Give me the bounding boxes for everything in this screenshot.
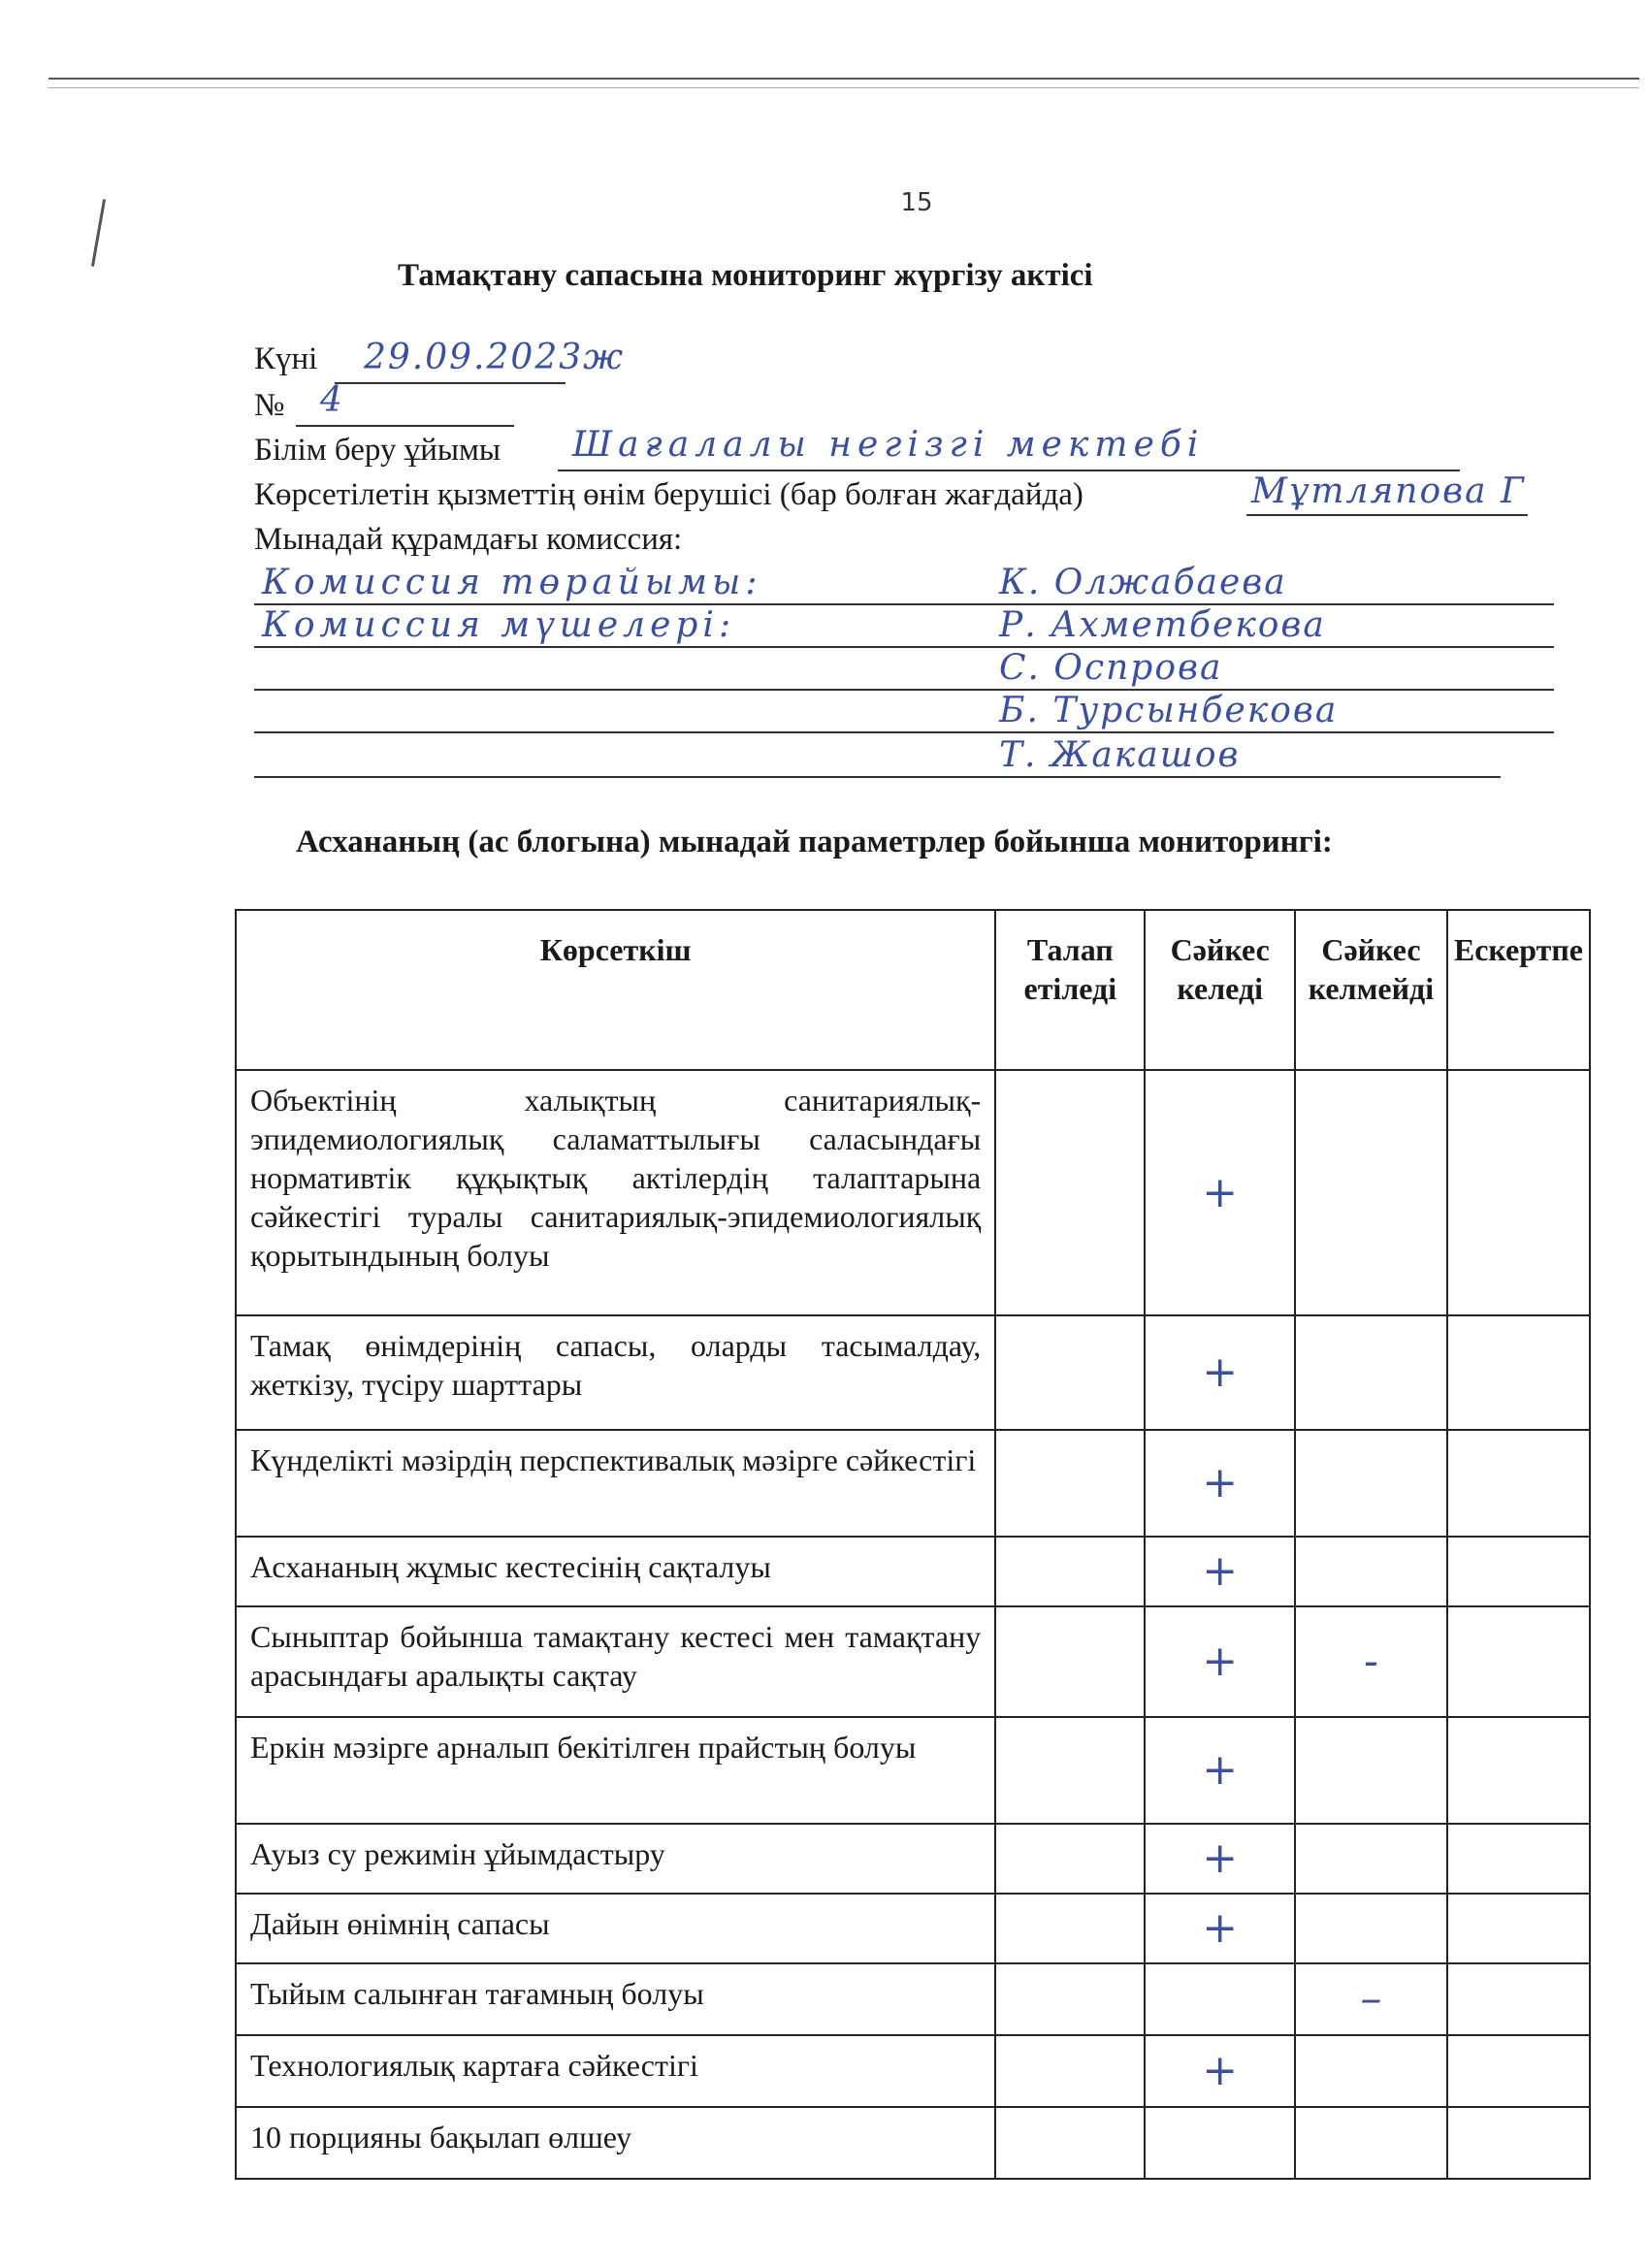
required-cell	[995, 1963, 1145, 2035]
monitoring-table	[235, 909, 1591, 2180]
provider-label: Көрсетілетін қызметтің өнім берушісі (бар болған жағдайда)	[254, 477, 1083, 512]
required-cell	[995, 1070, 1145, 1315]
required-cell	[995, 1894, 1145, 1963]
indicator-cell: Тыйым салынған тағамның болуы	[236, 1963, 995, 2035]
provider-value: Мұтляпова Г	[1251, 471, 1526, 511]
date-value: 29.09.2023ж	[364, 338, 626, 377]
table-row	[236, 1717, 1590, 1824]
note-cell	[1447, 2035, 1590, 2107]
document-title: Тамақтану сапасына мониторинг жүргізу актісі	[398, 258, 1093, 293]
table-row	[236, 1070, 1590, 1315]
not-complies-cell	[1295, 1894, 1447, 1963]
indicator-cell: 10 порцияны бақылап өлшеу	[236, 2107, 995, 2179]
complies-cell: +	[1145, 2035, 1295, 2107]
not-complies-cell	[1295, 1537, 1447, 1606]
top-rule-secondary	[48, 87, 1639, 88]
not-complies-cell	[1295, 1070, 1447, 1315]
indicator-cell: Асхананың жұмыс кестесінің сақталуы	[236, 1537, 995, 1606]
commission-chair-role: Комиссия төрайымы:	[262, 563, 762, 602]
not-complies-cell: -	[1295, 1606, 1447, 1717]
indicator-cell: Дайын өнімнің сапасы	[236, 1894, 995, 1963]
number-value: 4	[320, 380, 344, 420]
header-note: Ескертпе	[1447, 910, 1590, 1070]
table-row	[236, 1537, 1590, 1606]
table-row	[236, 2107, 1590, 2179]
not-complies-cell	[1295, 1315, 1447, 1430]
org-value: Шағалалы негізгі мектебі	[572, 425, 1205, 465]
indicator-cell: Ауыз су режимін ұйымдастыру	[236, 1824, 995, 1894]
not-complies-cell: –	[1295, 1963, 1447, 2035]
date-label: Күні	[254, 341, 318, 376]
note-cell	[1447, 1606, 1590, 1717]
complies-cell: +	[1145, 1537, 1295, 1606]
required-cell	[995, 1537, 1145, 1606]
note-cell	[1447, 1894, 1590, 1963]
required-cell	[995, 1824, 1145, 1894]
not-complies-cell	[1295, 1717, 1447, 1824]
commission-member-4: Т. Жакашов	[999, 735, 1241, 775]
commission-members-role: Комиссия мүшелері:	[262, 605, 736, 645]
note-cell	[1447, 2107, 1590, 2179]
commission-line-2	[254, 646, 1554, 648]
table-row	[236, 2035, 1590, 2107]
required-cell	[995, 1606, 1145, 1717]
indicator-cell: Күнделікті мәзірдің перспективалық мәзірге сәйкестігі	[236, 1430, 995, 1537]
complies-cell: +	[1145, 1315, 1295, 1430]
provider-underline	[1246, 514, 1528, 516]
complies-cell: +	[1145, 1606, 1295, 1717]
complies-cell	[1145, 1963, 1295, 2035]
note-cell	[1447, 1963, 1590, 2035]
note-cell	[1447, 1537, 1590, 1606]
header-complies: Сәйкес келеді	[1145, 910, 1295, 1070]
table-row	[236, 1315, 1590, 1430]
table-header-row	[236, 910, 1590, 1070]
required-cell	[995, 2035, 1145, 2107]
not-complies-cell	[1295, 2107, 1447, 2179]
required-cell	[995, 1315, 1145, 1430]
not-complies-cell	[1295, 1430, 1447, 1537]
number-underline	[296, 425, 514, 427]
complies-cell: +	[1145, 1070, 1295, 1315]
table-row	[236, 1606, 1590, 1717]
commission-member-1: Р. Ахметбекова	[999, 605, 1326, 645]
note-cell	[1447, 1430, 1590, 1537]
complies-cell: +	[1145, 1894, 1295, 1963]
top-rule	[48, 78, 1639, 80]
required-cell	[995, 1430, 1145, 1537]
commission-line-5	[254, 776, 1501, 778]
number-label: №	[254, 388, 285, 423]
complies-cell: +	[1145, 1824, 1295, 1894]
complies-cell	[1145, 2107, 1295, 2179]
table-row	[236, 1824, 1590, 1894]
org-label: Білім беру ұйымы	[254, 433, 501, 468]
commission-line-4	[254, 731, 1554, 733]
note-cell	[1447, 1824, 1590, 1894]
commission-line-3	[254, 689, 1554, 691]
required-cell	[995, 1717, 1145, 1824]
note-cell	[1447, 1315, 1590, 1430]
date-underline	[335, 382, 566, 384]
commission-label: Мынадай құрамдағы комиссия:	[254, 522, 683, 557]
indicator-cell: Технологиялық картаға сәйкестігі	[236, 2035, 995, 2107]
header-not-complies: Сәйкес келмейді	[1295, 910, 1447, 1070]
note-cell	[1447, 1070, 1590, 1315]
complies-cell: +	[1145, 1430, 1295, 1537]
table-row	[236, 1963, 1590, 2035]
not-complies-cell	[1295, 2035, 1447, 2107]
indicator-cell: Объектінің халықтың санитариялық-эпидемиологиялық саламаттылығы саласындағы нормативтік құқықтық актілердің талаптарына сәйкестігі туралы санитариялық-эпидемиологиялық қорытындының болуы	[236, 1070, 995, 1315]
complies-cell: +	[1145, 1717, 1295, 1824]
commission-chair-name: К. Олжабаева	[999, 563, 1287, 602]
table-subtitle: Асхананың (ас блогына) мынадай параметрлер бойынша мониторингі:	[296, 825, 1333, 859]
table-row	[236, 1430, 1590, 1537]
indicator-cell: Еркін мәзірге арналып бекітілген прайстың болуы	[236, 1717, 995, 1824]
indicator-cell: Сыныптар бойынша тамақтану кестесі мен тамақтану арасындағы аралықты сақтау	[236, 1606, 995, 1717]
not-complies-cell	[1295, 1824, 1447, 1894]
table-row	[236, 1894, 1590, 1963]
required-cell	[995, 2107, 1145, 2179]
header-required: Талап етіледі	[995, 910, 1145, 1070]
page-number: 15	[900, 188, 933, 217]
commission-member-2: С. Оспрова	[999, 648, 1223, 688]
indicator-cell: Тамақ өнімдерінің сапасы, оларды тасымалдау, жеткізу, түсіру шарттары	[236, 1315, 995, 1430]
header-indicator: Көрсеткіш	[236, 910, 995, 1070]
commission-member-3: Б. Турсынбекова	[999, 691, 1339, 730]
note-cell	[1447, 1717, 1590, 1824]
